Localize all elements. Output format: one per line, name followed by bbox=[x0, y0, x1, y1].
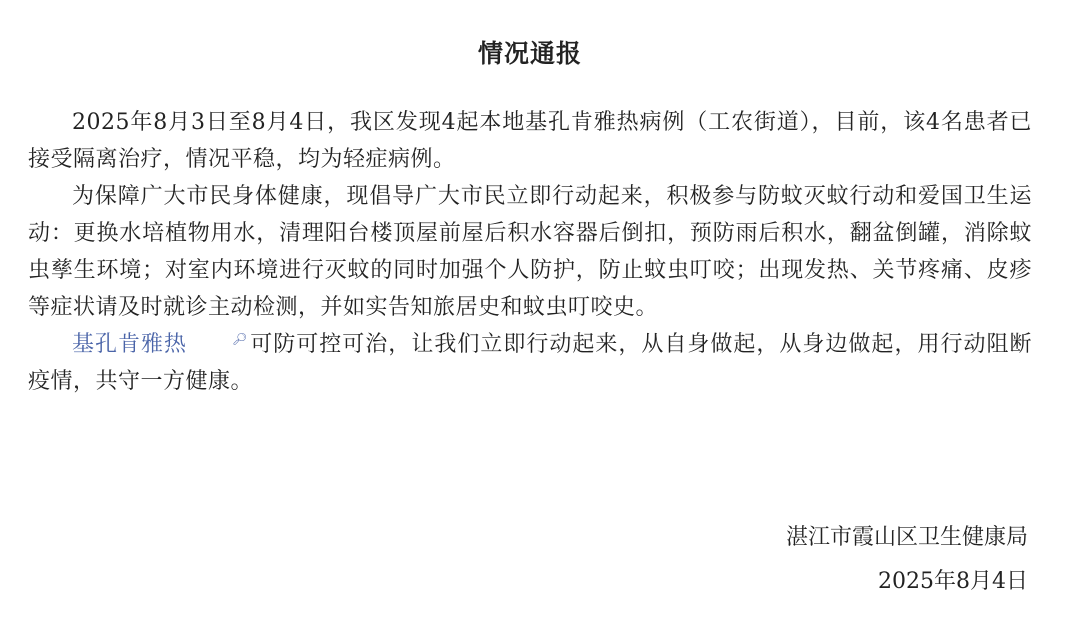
paragraph-case-report: 2025年8月3日至8月4日，我区发现4起本地基孔肯雅热病例（工农街道），目前，该4名患者已接受隔离治疗，情况平稳，均为轻症病例。 bbox=[28, 110, 1032, 172]
issue-date: 2025年8月4日 bbox=[878, 569, 1028, 594]
issuing-organization: 湛江市霞山区卫生健康局 bbox=[785, 525, 1028, 550]
closing-text: 可防可控可治，让我们立即行动起来，从自身做起，从身边做起，用行动阻断疫情，共守一方健康。 bbox=[28, 332, 1032, 394]
chikungunya-search-link[interactable]: 基孔肯雅热 bbox=[72, 332, 188, 357]
paragraph-prevention-advice: 为保障广大市民身体健康，现倡导广大市民立即行动起来，积极参与防蚊灭蚊行动和爱国卫生运动：更换水培植物用水，清理阳台楼顶屋前屋后积水容器后倒扣，预防雨后积水，翻盆倒罐，消除蚊虫孳生环境；对室内环境进行灭蚊的同时加强个人防护，防止蚊虫叮咬；出现发热、关节疼痛、皮疹等症状请及时就诊主动检测，并如实告知旅居史和蚊虫叮咬史。 bbox=[28, 184, 1032, 320]
paragraph-closing bbox=[28, 326, 1032, 400]
search-icon[interactable]: 🔎︎ bbox=[232, 331, 248, 346]
signature-block bbox=[786, 516, 1028, 604]
page-title: 情况通报 bbox=[477, 39, 582, 68]
